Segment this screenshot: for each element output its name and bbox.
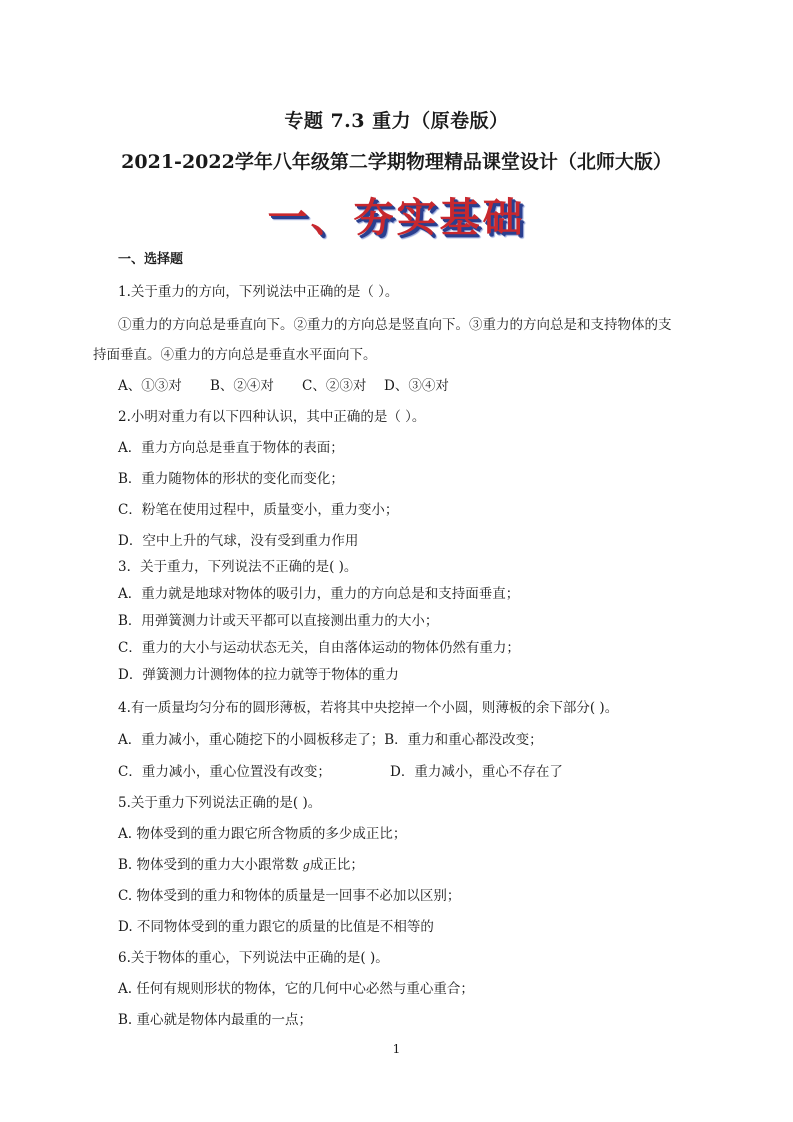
q5-option-a: A. 物体受到的重力跟它所含物质的多少成正比；: [118, 826, 407, 842]
q4-option-d: D．重力减小，重心不存在了: [390, 764, 563, 780]
q4-options-cd: [118, 760, 563, 780]
q1-option-d: D、③④对: [384, 378, 449, 394]
page-number: 1: [392, 1042, 401, 1056]
q6-option-a: A. 任何有规则形状的物体，它的几何中心必然与重心重合；: [118, 981, 474, 997]
q5-g-symbol: g: [302, 859, 310, 872]
q1-option-a: A、①③对: [118, 378, 182, 394]
q2-option-d: D．空中上升的气球，没有受到重力作用: [118, 533, 359, 549]
q4-option-c: C．重力减小，重心位置没有改变；: [118, 764, 331, 780]
section-label: 一、选择题: [118, 252, 184, 267]
q3-option-b: B．用弹簧测力计或天平都可以直接测出重力的大小；: [118, 613, 439, 629]
q4-stem: 4.有一质量均匀分布的圆形薄板，若将其中央挖掉一个小圆，则薄板的余下部分( )。: [118, 700, 619, 716]
q3-option-a: A．重力就是地球对物体的吸引力，重力的方向总是和支持面垂直；: [118, 586, 520, 602]
q5-option-b-suffix: 成正比；: [309, 857, 364, 873]
q2-stem: 2.小明对重力有以下四种认识，其中正确的是（ ）。: [118, 409, 426, 425]
q3-stem: 3．关于重力，下列说法不正确的是( )。: [118, 559, 358, 575]
q1-stem: 1.关于重力的方向，下列说法中正确的是（ ）。: [118, 284, 399, 300]
q5-option-b-text: B. 物体受到的重力大小跟常数: [118, 857, 303, 873]
q1-options: [118, 374, 449, 394]
document-subtitle: 2021-2022学年八年级第二学期物理精品课堂设计（北师大版）: [121, 151, 672, 173]
q2-option-b: B．重力随物体的形状的变化而变化；: [118, 471, 344, 487]
q5-stem: 5.关于重力下列说法正确的是( )。: [118, 795, 322, 811]
q3-option-c: C．重力的大小与运动状态无关，自由落体运动的物体仍然有重力；: [118, 640, 520, 656]
q1-statements-line2: 持面垂直。④重力的方向总是垂直水平面向下。: [93, 347, 377, 363]
q5-option-c: C. 物体受到的重力和物体的质量是一回事不必加以区别；: [118, 888, 461, 904]
q1-option-b: B、②④对: [210, 378, 274, 394]
section-banner: 一、夯实基础: [267, 195, 526, 241]
document-title: 专题 7.3 重力（原卷版）: [284, 110, 509, 132]
q6-stem: 6.关于物体的重心，下列说法中正确的是( )。: [118, 950, 389, 966]
q1-option-c: C、②③对: [302, 378, 367, 394]
q2-option-c: C．粉笔在使用过程中，质量变小，重力变小；: [118, 502, 399, 518]
q1-statements-line1: ①重力的方向总是垂直向下。②重力的方向总是竖直向下。③重力的方向总是和支持物体的支: [118, 317, 672, 333]
q5-option-d: D. 不同物体受到的重力跟它的质量的比值是不相等的: [118, 919, 434, 935]
q5-option-b: [118, 853, 364, 873]
q6-option-b: B. 重心就是物体内最重的一点；: [118, 1012, 313, 1028]
q3-option-d: D．弹簧测力计测物体的拉力就等于物体的重力: [118, 667, 399, 683]
q2-option-a: A．重力方向总是垂直于物体的表面；: [118, 440, 344, 456]
q4-option-ab: A．重力减小，重心随挖下的小圆板移走了；B．重力和重心都没改变；: [118, 732, 543, 748]
